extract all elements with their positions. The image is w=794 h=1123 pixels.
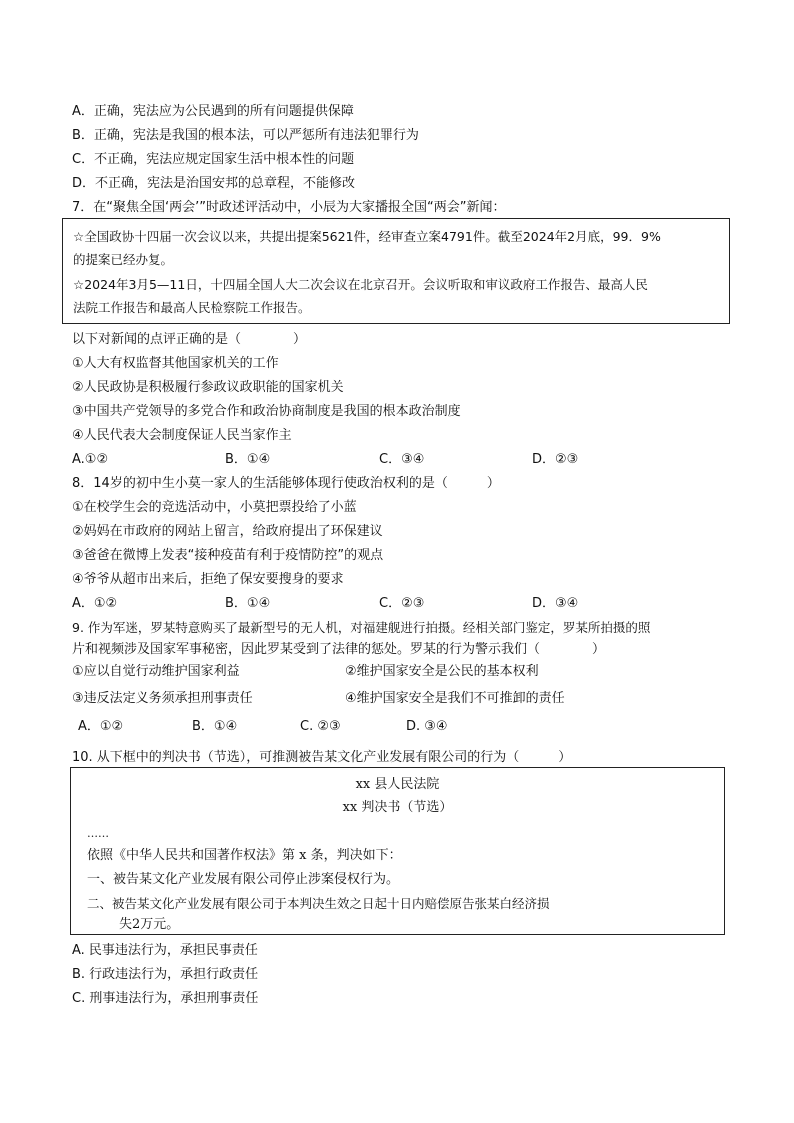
q7-question: 以下对新闻的点评正确的是（ ） xyxy=(72,332,307,347)
judgment-line: 依照《中华人民共和国著作权法》第 x 条，判决如下： xyxy=(87,848,402,863)
q7-news1-line2: 的提案已经办复。 xyxy=(73,252,174,267)
q7-item: ④人民代表大会制度保证人民当家作主 xyxy=(72,428,292,443)
q7-option-b: B．①④ xyxy=(225,452,271,467)
q9-option-c: C. ②③ xyxy=(300,719,341,734)
judgment-line: 失2万元。 xyxy=(119,917,180,932)
q10-option-b: B. 行政违法行为，承担行政责任 xyxy=(72,967,259,982)
q9-option-a: A．①② xyxy=(78,719,124,734)
judgment-ellipsis: …… xyxy=(87,827,109,840)
q6-option-d: D．不正确，宪法是治国安邦的总章程，不能修改 xyxy=(72,176,356,191)
q6-option-a: A．正确，宪法应为公民遇到的所有问题提供保障 xyxy=(72,104,354,119)
q7-stem: 7．在“聚焦全国‘两会’”时政述评活动中，小辰为大家播报全国“两会”新闻： xyxy=(72,200,506,215)
q9-option-b: B．①④ xyxy=(192,719,238,734)
q7-option-a: A.①② xyxy=(72,452,109,467)
q6-option-c: C．不正确，宪法应规定国家生活中根本性的问题 xyxy=(72,152,355,167)
q8-item: ①在校学生会的竞选活动中，小莫把票投给了小蓝 xyxy=(72,500,357,515)
judgment-title: xx 判决书（节选） xyxy=(342,800,453,815)
q7-news2-line2: 法院工作报告和最高人民检察院工作报告。 xyxy=(73,300,311,315)
judgment-line: 一、被告某文化产业发展有限公司停止涉案侵权行为。 xyxy=(87,872,400,887)
q9-item: ①应以自觉行动维护国家利益 xyxy=(72,664,240,679)
q7-option-d: D．②③ xyxy=(532,452,579,467)
q7-item: ③中国共产党领导的多党合作和政治协商制度是我国的根本政治制度 xyxy=(72,404,461,419)
q8-option-a: A．①② xyxy=(72,596,118,611)
court-name: xx 县人民法院 xyxy=(355,777,440,792)
q9-item: ④维护国家安全是我们不可推卸的责任 xyxy=(345,691,565,706)
q9-item: ③违反法定义务须承担刑事责任 xyxy=(72,691,253,706)
q10-option-c: C. 刑事违法行为，承担刑事责任 xyxy=(72,991,259,1006)
q8-item: ②妈妈在市政府的网站上留言，给政府提出了环保建议 xyxy=(72,524,383,539)
q7-news1-line1: ☆全国政协十四届一次会议以来，共提出提案5621件，经审查立案4791件。截至2024年2月底，99．9% xyxy=(73,229,661,244)
q10-option-a: A. 民事违法行为，承担民事责任 xyxy=(72,943,258,958)
q7-option-c: C．③④ xyxy=(379,452,425,467)
q8-item: ④爷爷从超市出来后，拒绝了保安要搜身的要求 xyxy=(72,572,344,587)
q8-option-d: D．③④ xyxy=(532,596,579,611)
judgment-line: 二、被告某文化产业发展有限公司于本判决生效之日起十日内赔偿原告张某白经济损 xyxy=(87,896,550,911)
q8-option-c: C．②③ xyxy=(379,596,425,611)
q9-item: ②维护国家安全是公民的基本权利 xyxy=(345,664,539,679)
q8-option-b: B．①④ xyxy=(225,596,271,611)
q7-news-box xyxy=(62,218,730,324)
q9-stem-line1: 9. 作为军迷，罗某特意购买了最新型号的无人机，对福建舰进行拍摄。经相关部门鉴定，罗某所拍摄的照 xyxy=(72,620,651,635)
q6-option-b: B．正确，宪法是我国的根本法，可以严惩所有违法犯罪行为 xyxy=(72,128,419,143)
q8-stem: 8．14岁的初中生小莫一家人的生活能够体现行使政治权利的是（ ） xyxy=(72,476,500,491)
q8-item: ③爸爸在微博上发表“接种疫苗有利于疫情防控”的观点 xyxy=(72,548,384,563)
q10-judgment-box xyxy=(70,767,725,935)
q9-option-d: D. ③④ xyxy=(406,719,448,734)
q9-stem-line2: 片和视频涉及国家军事秘密，因此罗某受到了法律的惩处。罗某的行为警示我们（ ） xyxy=(72,642,606,657)
q7-item: ①人大有权监督其他国家机关的工作 xyxy=(72,356,279,371)
q7-item: ②人民政协是积极履行参政议政职能的国家机关 xyxy=(72,380,344,395)
q7-news2-line1: ☆2024年3月5—11日，十四届全国人大二次会议在北京召开。会议听取和审议政府工作报告、最高人民 xyxy=(73,277,648,292)
q10-stem: 10. 从下框中的判决书（节选），可推测被告某文化产业发展有限公司的行为（ ） xyxy=(72,750,572,765)
